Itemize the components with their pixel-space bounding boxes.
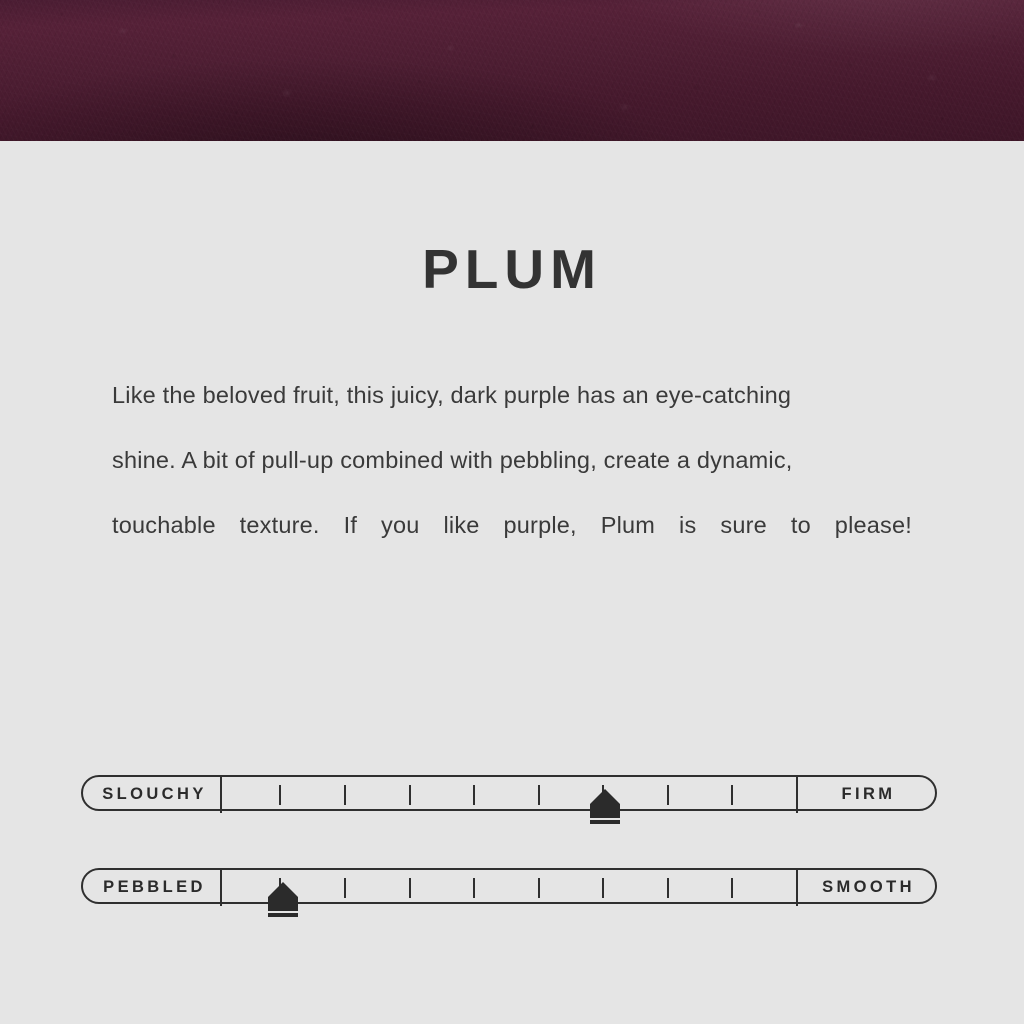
handle-pointer-icon (268, 882, 298, 897)
handle-foot (268, 913, 298, 917)
tick-mark (731, 878, 733, 898)
handle-body (590, 804, 620, 818)
slider-firmness[interactable] (81, 775, 937, 818)
slider-firmness-ticks (222, 779, 796, 811)
attribute-sliders (81, 775, 937, 961)
color-info-card (0, 141, 1024, 1024)
description-line-3: touchable texture. If you like purple, Plum is sure to please! (112, 512, 912, 538)
tick-mark (473, 878, 475, 898)
slider-firmness-handle[interactable] (590, 789, 620, 824)
leather-pebble-texture (0, 0, 1024, 141)
slider-texture-handle[interactable] (268, 882, 298, 917)
slider-firmness-track[interactable] (81, 775, 937, 811)
tick-mark (409, 785, 411, 805)
plum-leather-swatch (0, 0, 1024, 141)
slider-texture-right-label: SMOOTH (796, 870, 935, 906)
handle-foot (590, 820, 620, 824)
tick-mark (667, 785, 669, 805)
tick-mark (602, 878, 604, 898)
slider-texture-ticks (222, 872, 796, 904)
tick-mark (473, 785, 475, 805)
description-line-1: Like the beloved fruit, this juicy, dark purple has an eye-catching (112, 382, 792, 408)
slider-texture-left-label: PEBBLED (83, 870, 222, 906)
description-line-2: shine. A bit of pull-up combined with pebbling, create a dynamic, (112, 447, 793, 473)
handle-body (268, 897, 298, 911)
handle-pointer-icon (590, 789, 620, 804)
slider-texture-track[interactable] (81, 868, 937, 904)
slider-firmness-right-label: FIRM (796, 777, 935, 813)
color-description (112, 363, 912, 558)
tick-mark (667, 878, 669, 898)
tick-mark (409, 878, 411, 898)
tick-mark (538, 878, 540, 898)
tick-mark (344, 878, 346, 898)
tick-mark (344, 785, 346, 805)
slider-texture[interactable] (81, 868, 937, 911)
slider-firmness-left-label: SLOUCHY (83, 777, 222, 813)
tick-mark (279, 785, 281, 805)
tick-mark (538, 785, 540, 805)
tick-mark (731, 785, 733, 805)
page-title: PLUM (422, 238, 602, 300)
